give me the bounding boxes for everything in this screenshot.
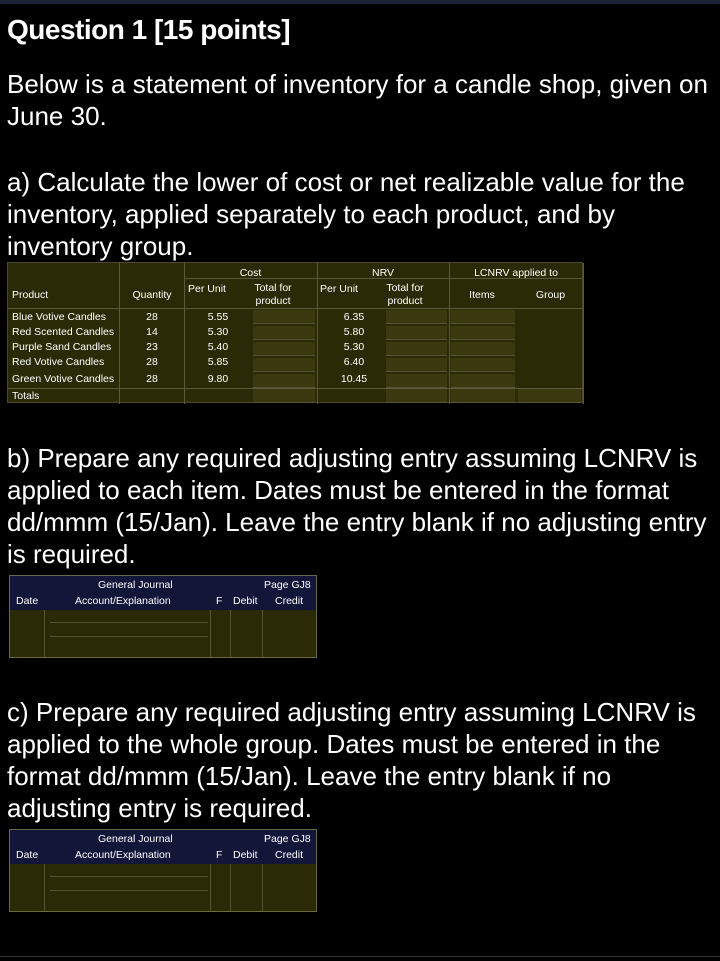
journal-entry-line[interactable] [50,622,208,623]
col-credit: Credit [275,595,304,607]
nrv-total-input[interactable] [386,358,447,372]
cost-per-unit-value: 9.80 [207,373,229,385]
cost-grand-total-input[interactable] [253,389,315,403]
col-date: Date [16,595,39,607]
cost-per-unit-value: 5.85 [207,356,229,368]
header-items: Items [469,289,495,301]
journal-page: Page GJ8 [264,579,311,591]
cost-total-input[interactable] [253,374,315,388]
nrv-total-input[interactable] [386,310,447,324]
lcnrv-items-input[interactable] [451,374,515,388]
part-c-text: c) Prepare any required adjusting entry assuming LCNRV is applied to the whole group. Dates must be entered in the format dd/mmm (15/Jan). Leave the entry blank if no adjusting entry is required. [7,697,696,823]
cost-per-unit-value: 5.40 [207,341,229,353]
nrv-total-input[interactable] [386,326,447,340]
nrv-per-unit-value: 10.45 [340,373,368,385]
quantity-value: 28 [146,373,158,385]
question-title: Question 1 [15 points] [7,14,291,45]
header-lcnrv: LCNRV applied to [474,267,558,279]
header-product: Product [12,289,49,301]
lcnrv-items-input[interactable] [451,358,515,372]
col-f: F [216,595,223,607]
inventory-table [7,262,583,403]
nrv-per-unit-value: 6.40 [343,356,365,368]
product-name: Blue Votive Candles [12,311,106,323]
journal-title: General Journal [98,833,173,845]
cost-per-unit-value: 5.55 [207,311,229,323]
cost-total-input[interactable] [253,326,315,340]
header-quantity: Quantity [132,289,172,301]
top-bar [0,0,720,4]
header-nrv-per-unit: Per Unit [320,283,358,295]
col-date: Date [16,849,39,861]
lcnrv-items-total-input[interactable] [451,389,515,403]
lcnrv-items-input[interactable] [451,342,515,356]
journal-entry-line[interactable] [50,876,208,877]
header-cost: Cost [239,267,262,279]
cost-total-input[interactable] [253,310,315,324]
header-cost-total: Total for product [254,282,292,307]
intro-text: Below is a statement of inventory for a candle shop, given on June 30. [7,69,708,131]
quantity-value: 28 [146,311,158,323]
lcnrv-group-total-input[interactable] [518,389,581,403]
header-group: Group [535,289,566,301]
journal-title: General Journal [98,579,173,591]
header-nrv: NRV [372,267,394,279]
header-cost-per-unit: Per Unit [188,283,226,295]
part-a-text: a) Calculate the lower of cost or net realizable value for the inventory, applied separately to each product, and by inventory group. [7,167,685,261]
col-account: Account/Explanation [75,595,171,607]
lcnrv-items-input[interactable] [451,326,515,340]
quantity-value: 14 [146,326,158,338]
bottom-divider [0,956,720,957]
nrv-per-unit-value: 5.30 [343,341,365,353]
header-nrv-total: Total for product [386,282,424,307]
nrv-total-input[interactable] [386,342,447,356]
cost-total-input[interactable] [253,358,315,372]
nrv-per-unit-value: 6.35 [343,311,365,323]
general-journal-b [9,575,317,658]
product-name: Green Votive Candles [12,373,115,385]
totals-label: Totals [12,390,40,402]
nrv-grand-total-input[interactable] [386,389,447,403]
journal-entry-line[interactable] [50,636,208,637]
product-name: Purple Sand Candles [12,341,112,353]
col-f: F [216,849,223,861]
journal-entry-line[interactable] [50,890,208,891]
col-credit: Credit [275,849,304,861]
quantity-value: 28 [146,356,158,368]
part-b-text: b) Prepare any required adjusting entry assuming LCNRV is applied to each item. Dates must be entered in the format dd/mmm (15/Jan). Leave the entry blank if no adjusting entry is required. [7,443,707,569]
col-account: Account/Explanation [75,849,171,861]
nrv-per-unit-value: 5.80 [343,326,365,338]
nrv-total-input[interactable] [386,374,447,388]
product-name: Red Votive Candles [12,356,105,368]
general-journal-c [9,829,317,912]
product-name: Red Scented Candles [12,326,115,338]
quantity-value: 23 [146,341,158,353]
col-debit: Debit [233,849,258,861]
cost-total-input[interactable] [253,342,315,356]
journal-page: Page GJ8 [264,833,311,845]
lcnrv-items-input[interactable] [451,310,515,324]
cost-per-unit-value: 5.30 [207,326,229,338]
col-debit: Debit [233,595,258,607]
